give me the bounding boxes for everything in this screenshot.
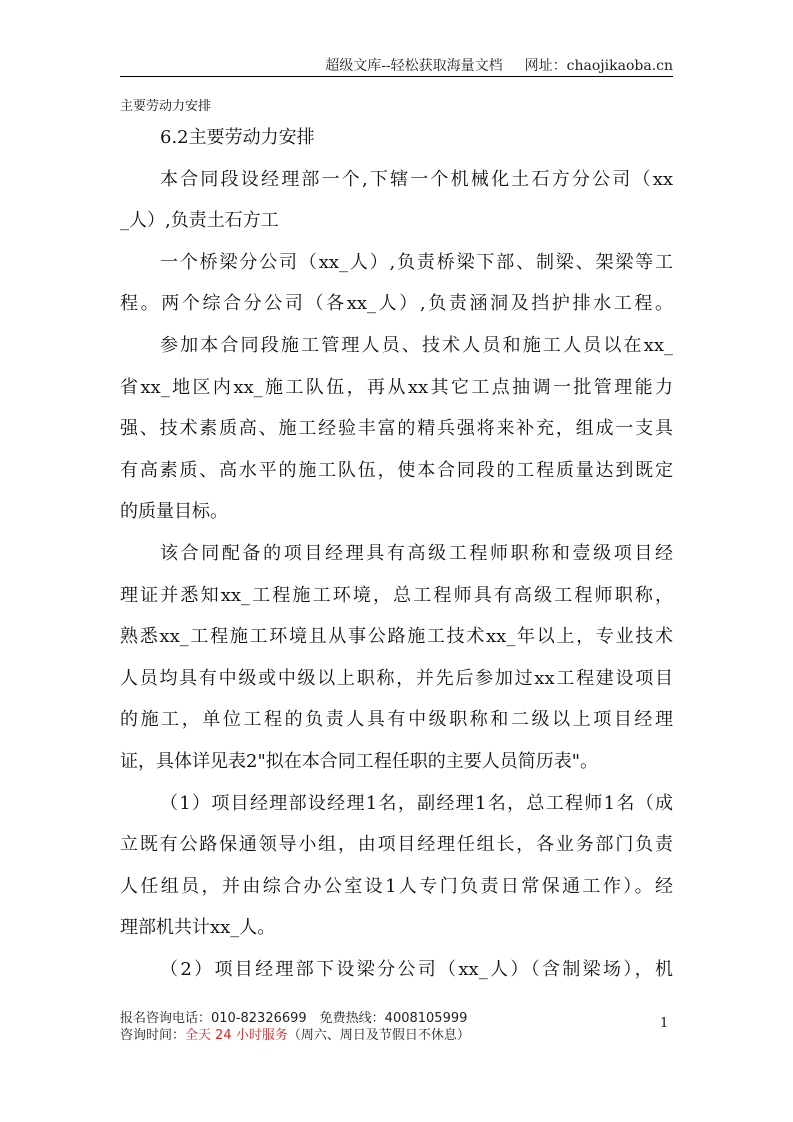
footer-hours-note: （周六、周日及节假日不休息）: [287, 1028, 470, 1043]
footer-hours: [120, 1027, 470, 1044]
text-line: 理证并悉知xx_工程施工环境，总工程师具有高级工程师职称，: [120, 584, 673, 606]
text-line: 参加本合同段施工管理人员、技术人员和施工人员以在xx_: [160, 334, 673, 356]
text-line: _人）,负责土石方工: [120, 210, 279, 232]
header-url: 网址：chaojikaoba.cn: [524, 58, 673, 74]
text-line: 立既有公路保通领导小组，由项目经理任组长，各业务部门负责: [120, 834, 673, 856]
header-rule: [120, 76, 673, 77]
text-line: 程。两个综合分公司（各xx_人）,负责涵洞及挡护排水工程。: [120, 293, 673, 315]
text-line: 熟悉xx_工程施工环境且从事公路施工技术xx_年以上，专业技术: [120, 626, 673, 648]
text-line: 证，具体详见表2"拟在本合同工程任职的主要人员简历表"。: [120, 750, 599, 772]
page-header: [120, 55, 673, 75]
text-line: 一个桥梁分公司（xx_人）,负责桥梁下部、制梁、架梁等工: [160, 251, 673, 273]
text-line: 6.2主要劳动力安排: [160, 127, 315, 148]
page-number: 1: [660, 1016, 669, 1031]
footer-hours-label: 咨询时间：: [120, 1028, 186, 1043]
text-line: 该合同配备的项目经理具有高级工程师职称和壹级项目经: [160, 542, 673, 564]
text-line: 有高素质、高水平的施工队伍，使本合同段的工程质量达到既定: [120, 459, 673, 481]
text-line: 强、技术素质高、施工经验丰富的精兵强将来补充，组成一支具: [120, 418, 673, 440]
text-line: 人员均具有中级或中级以上职称，并先后参加过xx工程建设项目: [120, 667, 673, 689]
text-line: 本合同段设经理部一个,下辖一个机械化土石方分公司（xx: [160, 168, 673, 190]
text-line: （2）项目经理部下设梁分公司（xx_人）（含制梁场），机: [160, 958, 673, 980]
text-line: 的质量目标。: [120, 501, 228, 523]
footer-hours-highlight: 全天 24 小时服务: [185, 1028, 288, 1043]
document-body: [120, 117, 673, 990]
text-line: （1）项目经理部设经理1名，副经理1名，总工程师1名（成: [160, 792, 673, 814]
footer-phone: 报名咨询电话：010-82326699 免费热线：4008105999: [120, 1011, 468, 1026]
text-line: 的施工，单位工程的负责人具有中级职称和二级以上项目经理: [120, 709, 673, 731]
text-line: 省xx_地区内xx_施工队伍，再从xx其它工点抽调一批管理能力: [120, 376, 673, 398]
section-label: 主要劳动力安排: [120, 99, 212, 114]
header-site: 超级文库--轻松获取海量文档: [325, 58, 503, 74]
text-line: 理部机共计xx_人。: [120, 917, 276, 939]
page-footer: [120, 1010, 470, 1044]
text-line: 人任组员，并由综合办公室设1人专门负责日常保通工作）。经: [120, 875, 673, 897]
